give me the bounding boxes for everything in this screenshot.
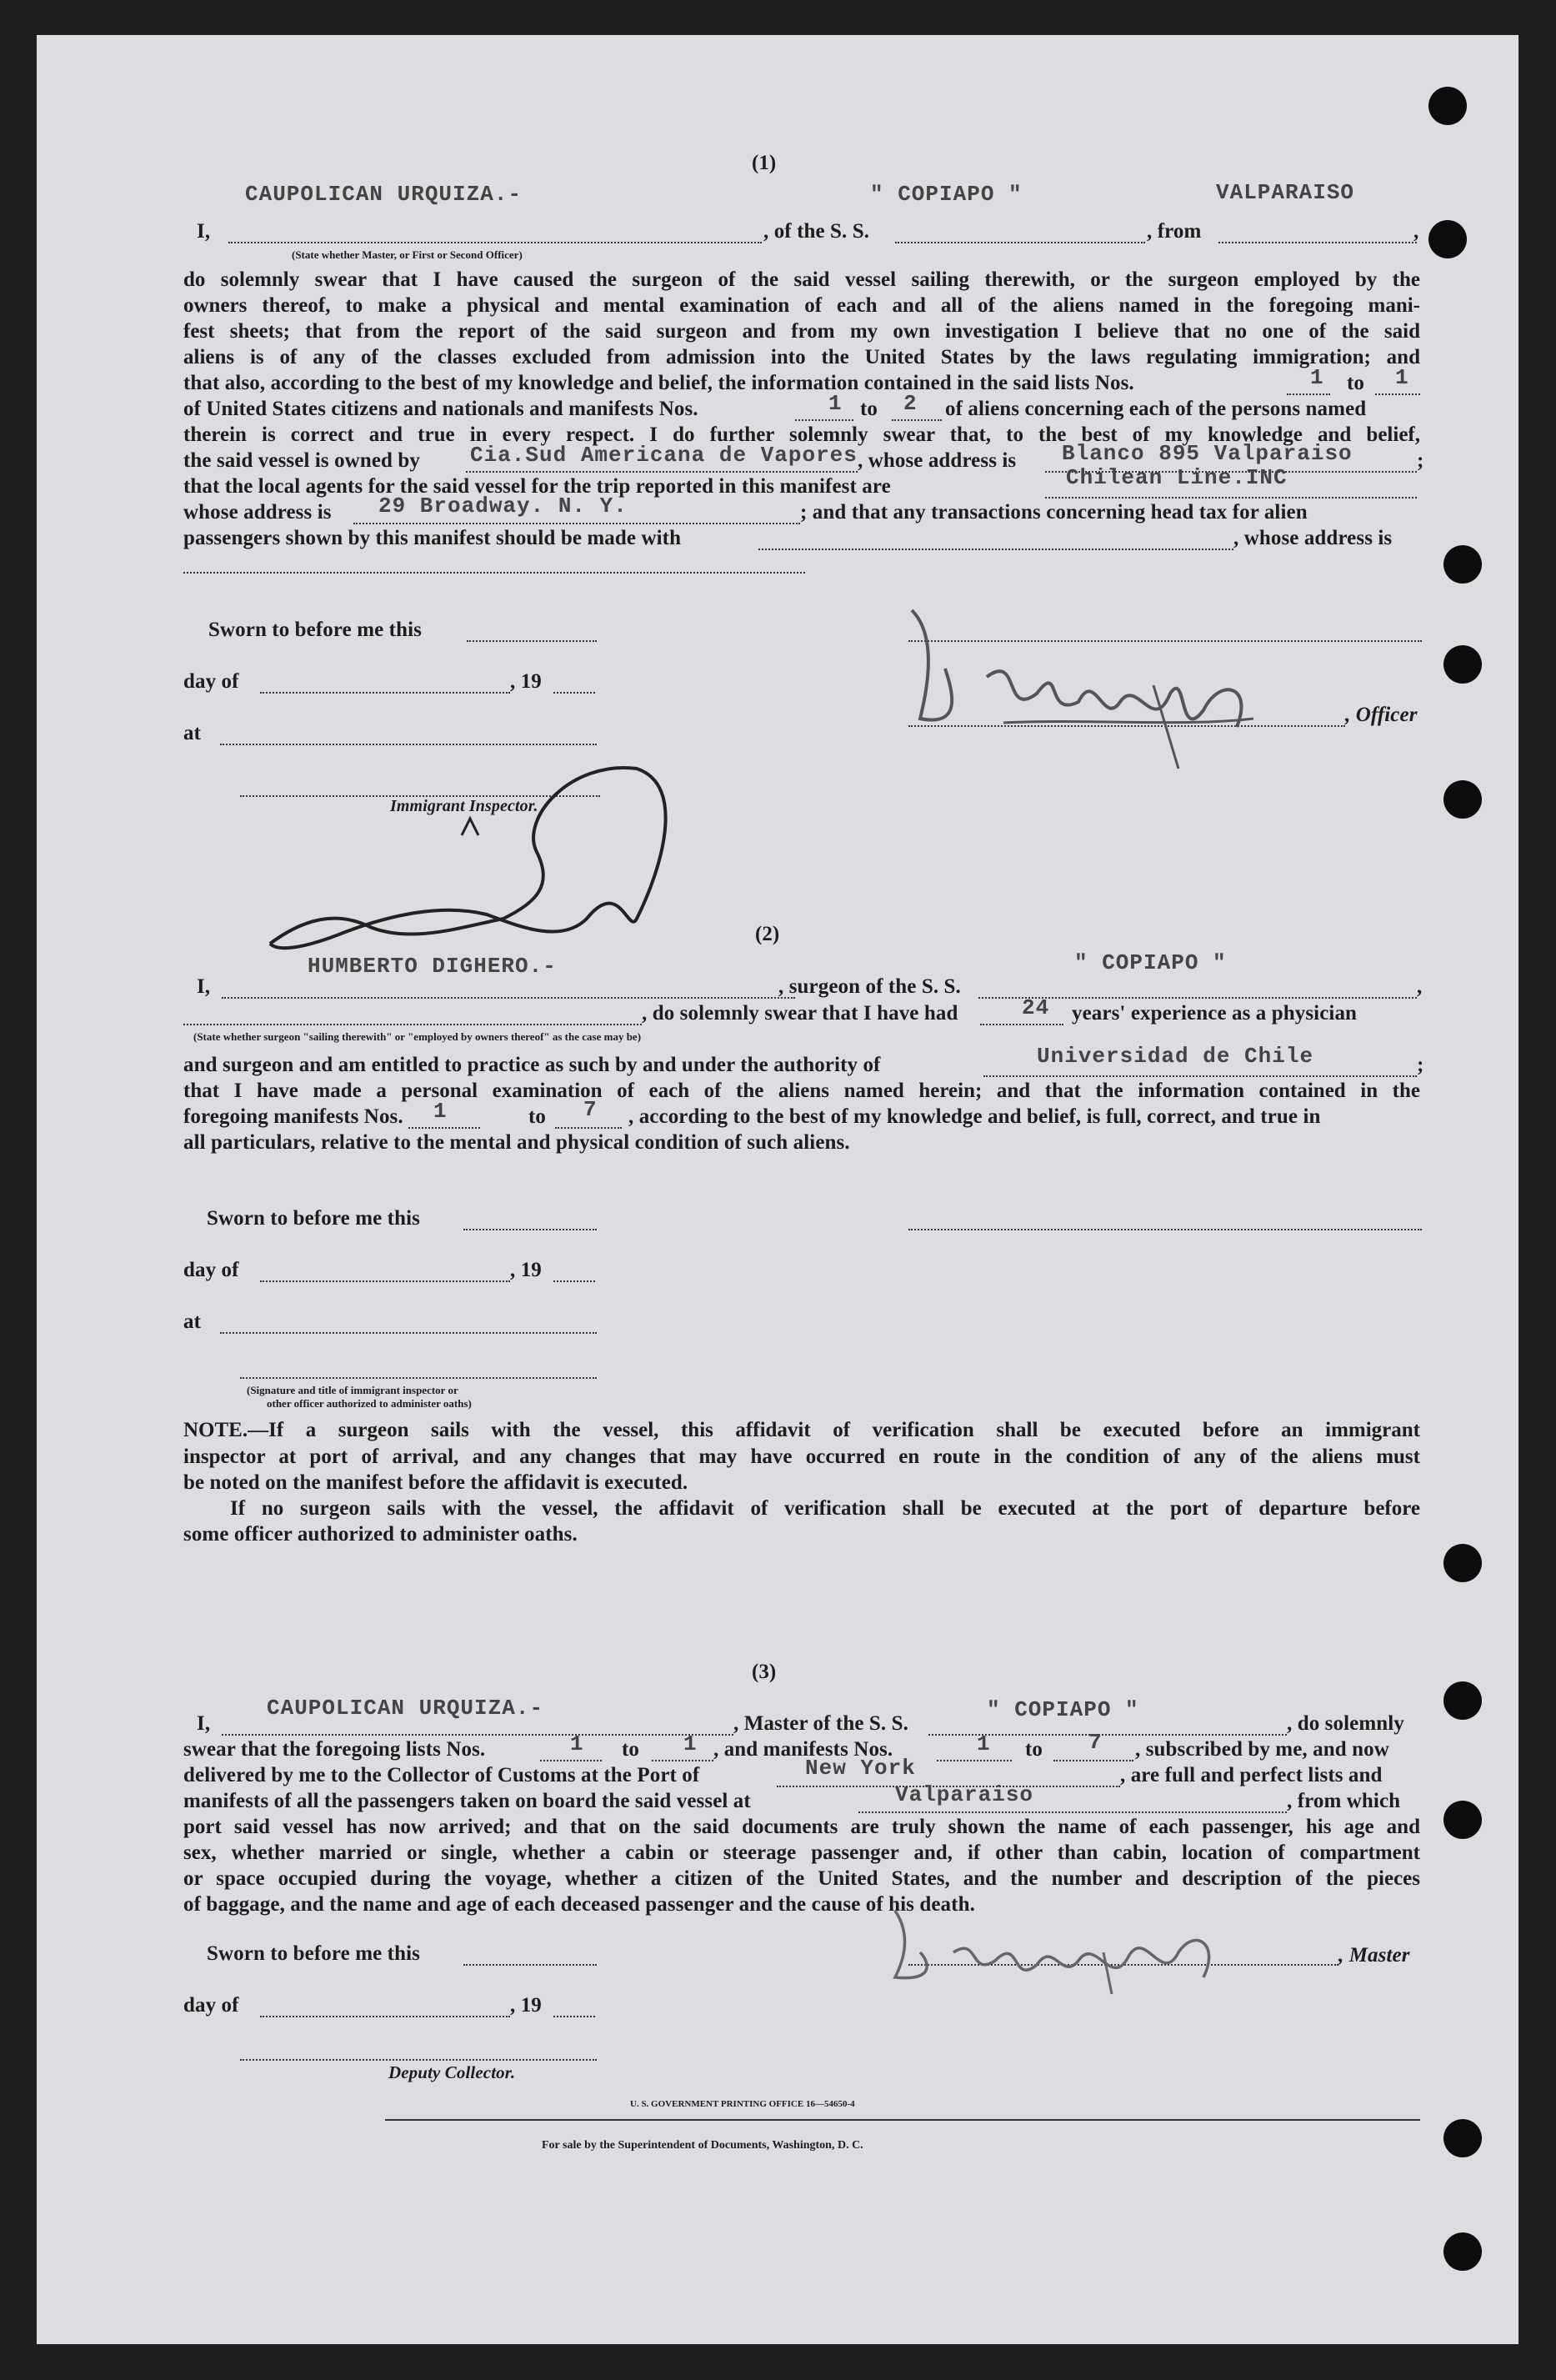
manifests-to-line	[892, 419, 942, 421]
manifests-to-value: 7	[1088, 1730, 1103, 1755]
owner-value: Cia.Sud Americana de Vapores	[470, 443, 858, 468]
sworn-line	[463, 1964, 597, 1966]
surgeon-signature-line	[908, 1229, 1422, 1230]
at-label: at	[183, 1310, 202, 1333]
text-line: whose address is	[183, 501, 332, 524]
sworn-line	[463, 1229, 597, 1230]
day-of-line	[260, 692, 510, 694]
text-line: manifests of all the passengers taken on board the said vessel at	[183, 1790, 751, 1812]
years-value: 24	[1022, 995, 1050, 1020]
note-line: NOTE.—If a surgeon sails with the vessel, this affidavit of verification shall be executed before an immigrant	[183, 1419, 1420, 1441]
lists-from-line	[1287, 393, 1330, 395]
text-line: years' experience as a physician	[1072, 1002, 1358, 1025]
officer-signature	[903, 602, 1353, 769]
text-line: or space occupied during the voyage, whether a citizen of the United States, and the number and description of the pieces	[183, 1867, 1420, 1890]
manifests-to-value: 7	[583, 1097, 598, 1122]
master-label: , Master	[1338, 1944, 1410, 1967]
section-2-heading: (2)	[755, 923, 780, 945]
port-value: VALPARAISO	[1216, 180, 1355, 205]
binder-hole	[1443, 1681, 1482, 1720]
section-1-heading: (1)	[752, 152, 777, 174]
text-line: , and manifests Nos.	[713, 1738, 893, 1761]
text-line: , whose address is	[858, 449, 1017, 472]
note-line: If no surgeon sails with the vessel, the affidavit of verification shall be executed at the port of departure before	[230, 1497, 1420, 1520]
text-line: foregoing manifests Nos.	[183, 1105, 403, 1128]
comma: ,	[1413, 220, 1419, 243]
text-line: , from which	[1287, 1790, 1401, 1812]
sworn-line	[467, 640, 597, 642]
text-line: that the local agents for the said vessel for the trip reported in this manifest are	[183, 475, 891, 498]
lists-from-value: 1	[1310, 365, 1324, 390]
text-line: , according to the best of my knowledge and belief, is full, correct, and true in	[628, 1105, 1321, 1128]
at-line	[220, 744, 597, 745]
manifests-to-line	[555, 1127, 622, 1129]
officer-label: , Officer	[1345, 704, 1418, 726]
text-line: , whose address is	[1233, 527, 1393, 549]
text-line: swear that the foregoing lists Nos.	[183, 1738, 486, 1761]
semicolon: ;	[1417, 1054, 1424, 1076]
signature-note: (Signature and title of immigrant inspector or	[247, 1384, 458, 1396]
sale-notice: For sale by the Superintendent of Documents, Washington, D. C.	[542, 2139, 863, 2152]
section-3-heading: (3)	[752, 1661, 777, 1683]
note-line: inspector at port of arrival, and any changes that may have occurred en route in the condition of any of the aliens must	[183, 1446, 1420, 1468]
text-line: of aliens concerning each of the persons named	[945, 398, 1367, 420]
text-line: all particulars, relative to the mental and physical condition of such aliens.	[183, 1131, 850, 1154]
binder-hole	[1443, 1801, 1482, 1839]
year-line	[553, 692, 595, 694]
to-label: to	[622, 1738, 640, 1761]
text-line: , are full and perfect lists and	[1120, 1764, 1383, 1786]
surgeon-type-line	[183, 1024, 642, 1025]
year-line	[553, 1280, 595, 1282]
manifests-from-line	[408, 1127, 480, 1129]
sworn-label: Sworn to before me this	[208, 619, 422, 641]
lists-to-line	[652, 1760, 713, 1761]
day-of-label: day of	[183, 670, 239, 693]
text-line: , do solemnly swear that I have had	[642, 1002, 958, 1025]
officer-name-line	[228, 242, 762, 243]
text-line: , subscribed by me, and now	[1135, 1738, 1389, 1761]
manifests-from-value: 1	[433, 1099, 448, 1124]
text-line: , do solemnly	[1287, 1712, 1404, 1735]
binder-hole	[1443, 645, 1482, 684]
master-of-ss-label: , Master of the S. S.	[733, 1712, 908, 1735]
manifests-from-line	[937, 1760, 1012, 1761]
years-line	[980, 1024, 1063, 1025]
to-label: to	[860, 398, 878, 420]
lists-from-value: 1	[570, 1731, 584, 1756]
text-line: owners thereof, to make a physical and mental examination of each and all of the aliens named in the foregoing mani-	[183, 294, 1420, 317]
binder-hole	[1443, 2232, 1482, 2271]
binder-hole	[1443, 2119, 1482, 2157]
section-2-i: I,	[197, 975, 211, 998]
head-tax-address-line	[183, 572, 805, 574]
lists-from-line	[540, 1760, 602, 1761]
year-label: , 19	[510, 670, 542, 693]
lists-to-line	[1375, 393, 1420, 395]
text-line: therein is correct and true in every respect. I do further solemnly swear that, to the best of my knowledge and belief,	[183, 423, 1420, 446]
text-line: of United States citizens and nationals and manifests Nos.	[183, 398, 698, 420]
at-line	[220, 1332, 597, 1334]
day-of-line	[260, 2016, 510, 2017]
binder-hole	[1428, 220, 1467, 258]
manifests-from-value: 1	[828, 391, 843, 416]
port-value: New York	[805, 1756, 916, 1781]
text-line: that I have made a personal examination of each of the aliens named herein; and that the information contained in the	[183, 1080, 1420, 1102]
sworn-label: Sworn to before me this	[207, 1942, 420, 1965]
text-line: passengers shown by this manifest should be made with	[183, 527, 682, 549]
agents-line	[1045, 497, 1417, 499]
text-line: of baggage, and the name and age of each deceased passenger and the cause of his death.	[183, 1893, 975, 1916]
year-line	[553, 2016, 595, 2017]
text-line: aliens is of any of the classes excluded from admission into the United States by the laws regulating immigration; and	[183, 346, 1420, 368]
owner-line	[466, 471, 858, 473]
text-line: delivered by me to the Collector of Customs at the Port of	[183, 1764, 700, 1786]
inspector-signature-line	[240, 1377, 597, 1379]
signature-note: other officer authorized to administer oaths)	[267, 1397, 472, 1410]
deputy-collector-line	[240, 2059, 597, 2061]
manifests-from-value: 1	[977, 1731, 991, 1756]
comma: ,	[1417, 975, 1423, 998]
binder-hole	[1443, 545, 1482, 584]
binder-hole	[1443, 780, 1482, 819]
lists-to-value: 1	[683, 1731, 698, 1756]
text-line: ; and that any transactions concerning head tax for alien	[800, 501, 1308, 524]
deputy-collector-label: Deputy Collector.	[388, 2062, 516, 2082]
lists-to-value: 1	[1395, 365, 1409, 390]
origin-line	[858, 1811, 1287, 1813]
binder-hole	[1428, 87, 1467, 125]
agents-address-value: 29 Broadway. N. Y.	[378, 494, 628, 519]
sworn-label: Sworn to before me this	[207, 1207, 420, 1230]
section-1-i: I,	[197, 220, 211, 243]
master-signature	[887, 1902, 1320, 2002]
day-of-line	[260, 1280, 510, 1282]
section-3-i: I,	[197, 1712, 211, 1735]
manifests-from-line	[795, 419, 853, 421]
from-label: , from	[1147, 220, 1202, 243]
head-tax-line	[758, 549, 1233, 550]
origin-value: Valparaiso	[895, 1782, 1034, 1807]
owner-address-value: Blanco 895 Valparaiso	[1062, 441, 1353, 466]
manifest-affidavit-page	[37, 35, 1518, 2344]
authority-value: Universidad de Chile	[1037, 1044, 1314, 1069]
day-of-label: day of	[183, 1259, 239, 1281]
master-name-value: CAUPOLICAN URQUIZA.-	[267, 1696, 544, 1721]
to-label: to	[528, 1105, 547, 1128]
day-of-label: day of	[183, 1994, 239, 2017]
port-line	[1218, 242, 1417, 243]
inspector-signature	[270, 752, 703, 969]
footer-rule	[385, 2119, 1420, 2121]
manifests-to-line	[1053, 1760, 1133, 1761]
at-label: at	[183, 722, 202, 744]
officer-note: (State whether Master, or First or Second Officer)	[292, 248, 523, 261]
vessel-line	[895, 242, 1145, 243]
to-label: to	[1025, 1738, 1043, 1761]
text-line: sex, whether married or single, whether a cabin or steerage passenger and, if other than cabin, location of compartment	[183, 1841, 1420, 1864]
inspector-label: Immigrant Inspector.	[390, 797, 538, 815]
binder-hole	[1443, 1544, 1482, 1582]
note-line: be noted on the manifest before the affidavit is executed.	[183, 1471, 688, 1494]
authority-line	[983, 1075, 1417, 1077]
surgeon-of-ss-label: , surgeon of the S. S.	[778, 975, 961, 998]
semicolon: ;	[1417, 449, 1424, 472]
gpo-imprint: U. S. GOVERNMENT PRINTING OFFICE 16—54650-4	[630, 2099, 855, 2109]
surgeon-note: (State whether surgeon "sailing therewith" or "employed by owners thereof" as the case may be)	[193, 1030, 642, 1043]
to-label: to	[1347, 372, 1365, 394]
text-line: the said vessel is owned by	[183, 449, 420, 472]
text-line: fest sheets; that from the report of the said surgeon and from my own investigation I believe that no one of the said	[183, 320, 1420, 343]
vessel-value: " COPIAPO "	[1074, 950, 1227, 975]
vessel-value: " COPIAPO "	[870, 182, 1023, 207]
master-name-line	[222, 1734, 733, 1736]
vessel-value: " COPIAPO "	[987, 1697, 1139, 1722]
agents-value: Chilean Line.INC	[1066, 465, 1288, 490]
agents-address-line	[353, 523, 800, 524]
year-label: , 19	[510, 1994, 542, 2017]
of-the-ss-label: , of the S. S.	[763, 220, 870, 243]
surgeon-name-value: HUMBERTO DIGHERO.-	[308, 954, 557, 979]
text-line: and surgeon and am entitled to practice as such by and under the authority of	[183, 1054, 881, 1076]
text-line: that also, according to the best of my knowledge and belief, the information contained in the said lists Nos.	[183, 372, 1134, 394]
manifests-to-value: 2	[903, 391, 918, 416]
year-label: , 19	[510, 1259, 542, 1281]
note-line: some officer authorized to administer oaths.	[183, 1523, 578, 1546]
surgeon-name-line	[222, 997, 795, 999]
text-line: port said vessel has now arrived; and that on the said documents are truly shown the name of each passenger, his age and	[183, 1816, 1420, 1838]
text-line: do solemnly swear that I have caused the surgeon of the said vessel sailing therewith, or the surgeon employed by the	[183, 268, 1420, 291]
officer-name-value: CAUPOLICAN URQUIZA.-	[245, 182, 523, 207]
